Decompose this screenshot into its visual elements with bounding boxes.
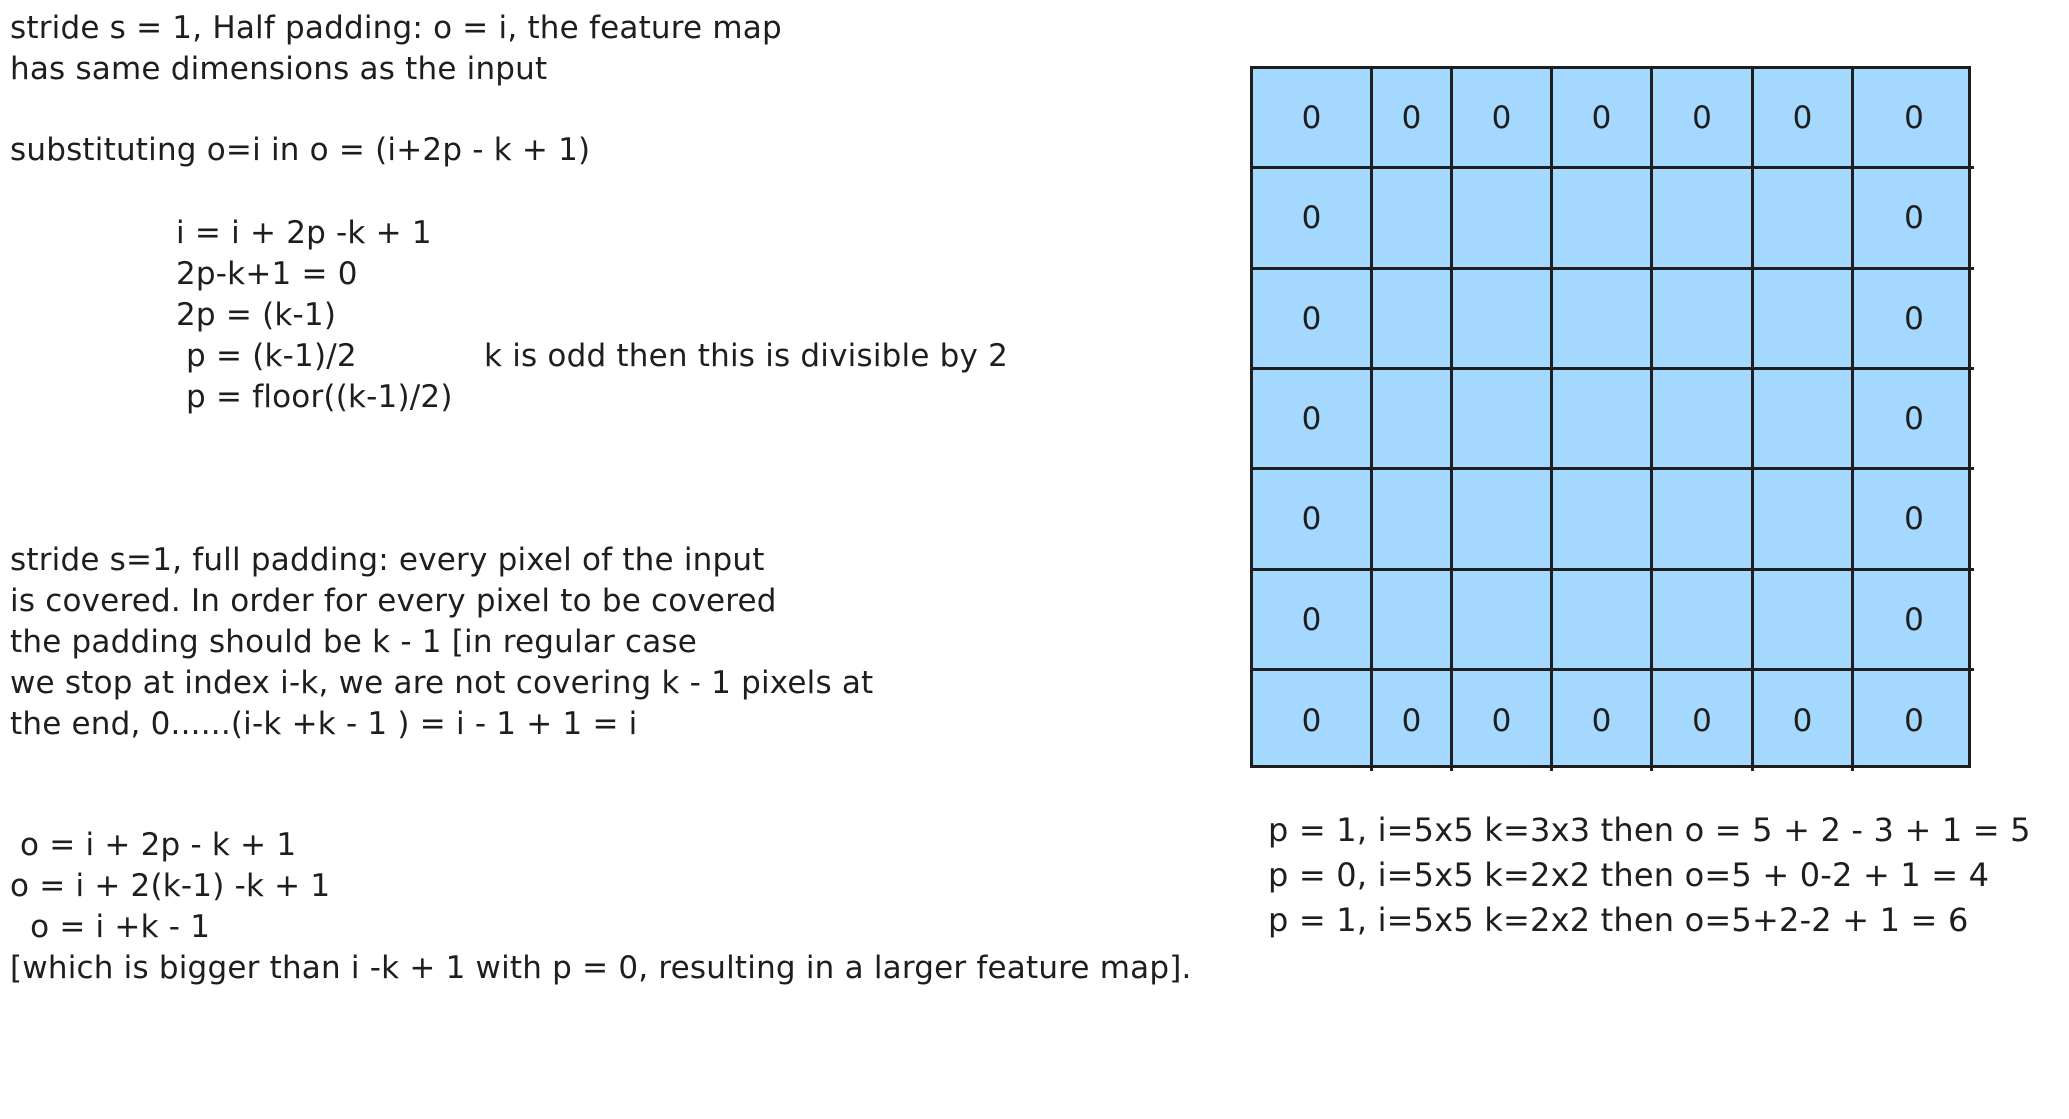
padding-cell: 0 (1253, 470, 1373, 571)
padding-cell: 0 (1453, 69, 1553, 169)
derivation-note: k is odd then this is divisible by 2 (484, 338, 1009, 374)
padding-cell: 0 (1904, 703, 1924, 739)
padding-cell: 0 (1373, 671, 1453, 771)
padding-cell: 0 (1854, 571, 1974, 671)
example-line-2: p = 0, i=5x5 k=2x2 then o=5 + 0-2 + 1 = 4 (1268, 856, 1990, 894)
derivation-line-5: p = floor((k-1)/2) (176, 379, 453, 415)
padding-cell: 0 (1373, 69, 1453, 169)
input-cell (1373, 370, 1453, 470)
full-padding-line-1: stride s=1, full padding: every pixel of the input (10, 542, 765, 578)
substitution-line: substituting o=i in o = (i+2p - k + 1) (10, 132, 591, 168)
padding-cell: 0 (1653, 671, 1754, 771)
derivation-line-4: p = (k-1)/2 (176, 338, 357, 374)
input-cell (1453, 370, 1553, 470)
full-formula-line-3: o = i +k - 1 (10, 909, 211, 945)
input-cell (1754, 370, 1854, 470)
padding-cell: 0 (1754, 69, 1854, 169)
full-formula-line-4: [which is bigger than i -k + 1 with p = 0, resulting in a larger feature map]. (10, 950, 1192, 986)
input-cell (1653, 270, 1754, 370)
input-cell (1653, 169, 1754, 270)
padding-cell: 0 (1253, 270, 1373, 370)
derivation-line-2: 2p-k+1 = 0 (176, 256, 358, 292)
input-cell (1754, 571, 1854, 671)
padding-cell: 0 (1253, 571, 1373, 671)
half-padding-line-2: has same dimensions as the input (10, 51, 548, 87)
padding-cell: 0 (1553, 69, 1653, 169)
input-cell (1653, 571, 1754, 671)
padding-cell: 0 (1854, 370, 1974, 470)
input-cell (1453, 571, 1553, 671)
padding-cell: 0 (1854, 69, 1974, 169)
input-cell (1373, 571, 1453, 671)
input-cell (1553, 470, 1653, 571)
input-cell (1453, 270, 1553, 370)
input-cell (1754, 470, 1854, 571)
padding-cell: 0 (1754, 671, 1854, 771)
derivation-line-3: 2p = (k-1) (176, 297, 337, 333)
padding-cell: 0 (1854, 470, 1974, 571)
padding-cell: 0 (1854, 169, 1974, 270)
padded-input-grid (1250, 66, 1971, 768)
full-padding-line-5: the end, 0......(i-k +k - 1 ) = i - 1 + 1 = i (10, 706, 638, 742)
full-padding-line-3: the padding should be k - 1 [in regular case (10, 624, 698, 660)
padding-cell: 0 (1653, 69, 1754, 169)
input-cell (1553, 169, 1653, 270)
padding-cell: 0 (1453, 671, 1553, 771)
input-cell (1653, 370, 1754, 470)
padding-cell: 0 (1253, 69, 1373, 169)
example-line-1: p = 1, i=5x5 k=3x3 then o = 5 + 2 - 3 + 1 = 5 (1268, 811, 2031, 849)
input-cell (1373, 270, 1453, 370)
half-padding-line-1: stride s = 1, Half padding: o = i, the feature map (10, 10, 782, 46)
input-cell (1653, 470, 1754, 571)
padding-cell: 0 (1253, 671, 1373, 771)
input-cell (1754, 270, 1854, 370)
input-cell (1373, 169, 1453, 270)
input-cell (1453, 470, 1553, 571)
full-padding-line-4: we stop at index i-k, we are not covering k - 1 pixels at (10, 665, 874, 701)
full-formula-line-2: o = i + 2(k-1) -k + 1 (10, 868, 331, 904)
example-line-3: p = 1, i=5x5 k=2x2 then o=5+2-2 + 1 = 6 (1268, 901, 1969, 939)
input-cell (1553, 571, 1653, 671)
padding-cell: 0 (1253, 370, 1373, 470)
input-cell (1373, 470, 1453, 571)
padding-cell: 0 (1253, 169, 1373, 270)
padding-cell: 0 (1553, 671, 1653, 771)
input-cell (1553, 370, 1653, 470)
padding-cell: 0 (1854, 270, 1974, 370)
derivation-line-1: i = i + 2p -k + 1 (176, 215, 432, 251)
input-cell (1553, 270, 1653, 370)
full-formula-line-1: o = i + 2p - k + 1 (10, 827, 297, 863)
input-cell (1453, 169, 1553, 270)
input-cell (1754, 169, 1854, 270)
full-padding-line-2: is covered. In order for every pixel to be covered (10, 583, 777, 619)
